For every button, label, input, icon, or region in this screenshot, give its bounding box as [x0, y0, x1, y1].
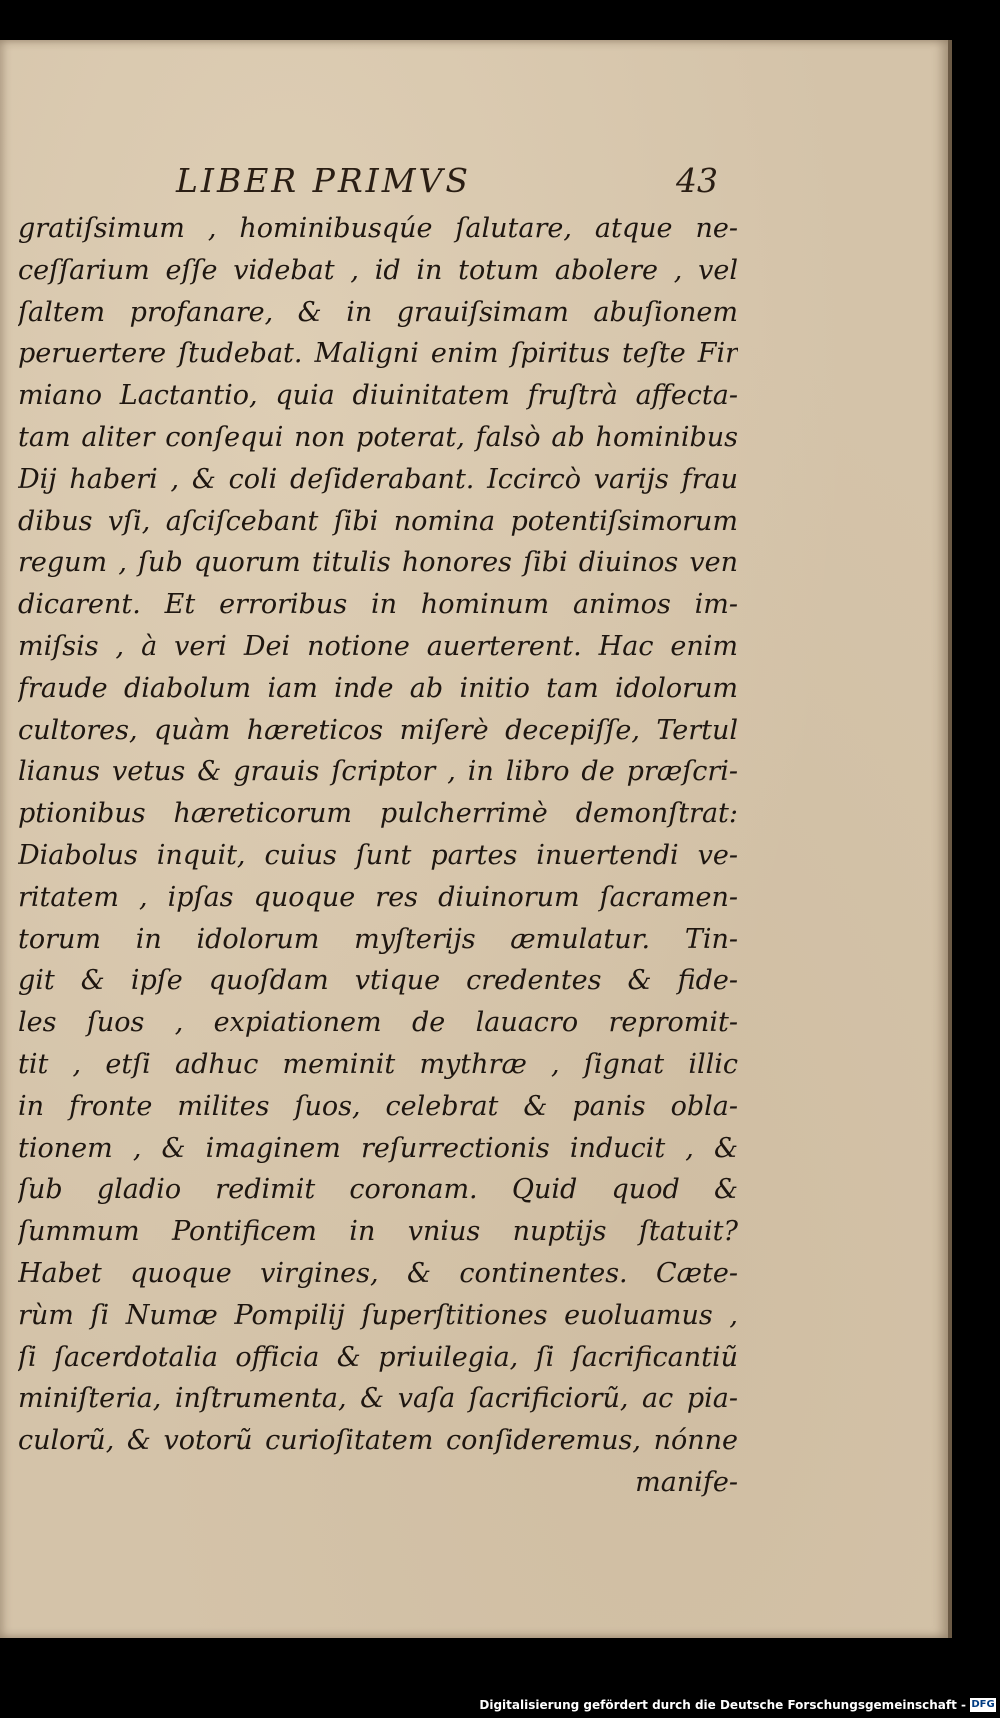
text-line: torum in idolorum myſterijs æmulatur. Tin-: [18, 923, 738, 955]
page-number: 43: [676, 161, 718, 200]
text-line: lianus vetus & grauis ſcriptor , in libro de præſcri-: [18, 756, 738, 788]
text-line: Diabolus inquit, cuius ſunt partes inuertendi ve-: [18, 839, 738, 871]
text-line: tit , etſi adhuc meminit mythræ , ſignat illic: [18, 1048, 738, 1080]
catchword: manife-: [635, 1466, 738, 1498]
page-edge: [948, 40, 952, 1638]
text-line: ſaltem profanare, & in grauiſsimam abuſionem: [18, 296, 738, 328]
text-line: Habet quoque virgines, & continentes. Cæte-: [18, 1257, 738, 1289]
body-text: [18, 208, 738, 1504]
text-line: ritatem , ipſas quoque res diuinorum ſacramen-: [18, 881, 738, 913]
text-line: Dij haberi , & coli deſiderabant. Iccircò varijs frau: [18, 463, 738, 495]
text-line: ſummum Pontificem in vnius nuptijs ſtatuit?: [18, 1216, 738, 1248]
text-line: ſub gladio redimit coronam. Quid quod &: [18, 1174, 738, 1206]
text-line: git & ipſe quoſdam vtique credentes & fide-: [18, 965, 738, 997]
text-line: miniſteria, inſtrumenta, & vaſa ſacrificiorũ, ac pia-: [18, 1383, 738, 1415]
text-line: in fronte milites ſuos, celebrat & panis obla-: [18, 1090, 738, 1122]
text-line: ſi ſacerdotalia officia & priuilegia, ſi ſacrificantiũ: [18, 1341, 738, 1373]
page-header: [0, 122, 948, 200]
text-line: tionem , & imaginem reſurrectionis inducit , &: [18, 1132, 738, 1164]
text-line: peruertere ſtudebat. Maligni enim ſpiritus teſte Fir: [18, 338, 738, 370]
book-page: [0, 40, 948, 1638]
text-line: tam aliter conſequi non poterat, falsò ab hominibus: [18, 421, 738, 453]
text-line: culorũ, & votorũ curioſitatem conſideremus, nónne: [18, 1425, 738, 1457]
text-line: gratiſsimum , hominibusqúe ſalutare, atque ne-: [18, 213, 738, 244]
dfg-logo: DFG: [971, 1699, 995, 1710]
funding-credit: Digitalisierung gefördert durch die Deutsche Forschungsgemeinschaft -: [479, 1698, 966, 1712]
text-line: cultores, quàm hæreticos miſerè decepiſſe, Tertul: [18, 714, 738, 746]
text-line: fraude diabolum iam inde ab initio tam idolorum: [18, 672, 738, 704]
text-line: ceſſarium eſſe videbat , id in totum abolere , vel: [18, 254, 738, 286]
text-line: miſsis , à veri Dei notione auerterent. Hac enim: [18, 630, 738, 662]
text-line: dibus vſi, aſciſcebant ſibi nomina potentiſsimorum: [18, 505, 738, 537]
text-line: regum , ſub quorum titulis honores ſibi diuinos ven: [18, 547, 738, 579]
text-line: ptionibus hæreticorum pulcherrimè demonſtrat:: [18, 798, 738, 830]
running-head: LIBER PRIMVS: [176, 161, 471, 200]
text-line: miano Lactantio, quia diuinitatem fruſtrà affecta-: [18, 380, 738, 412]
text-line: les ſuos , expiationem de lauacro repromit-: [18, 1007, 738, 1039]
text-line: dicarent. Et erroribus in hominum animos im-: [18, 589, 738, 621]
text-line: rùm ſi Numæ Pompilij ſuperſtitiones euoluamus ,: [18, 1299, 738, 1331]
footer-bar: [0, 1695, 1000, 1718]
